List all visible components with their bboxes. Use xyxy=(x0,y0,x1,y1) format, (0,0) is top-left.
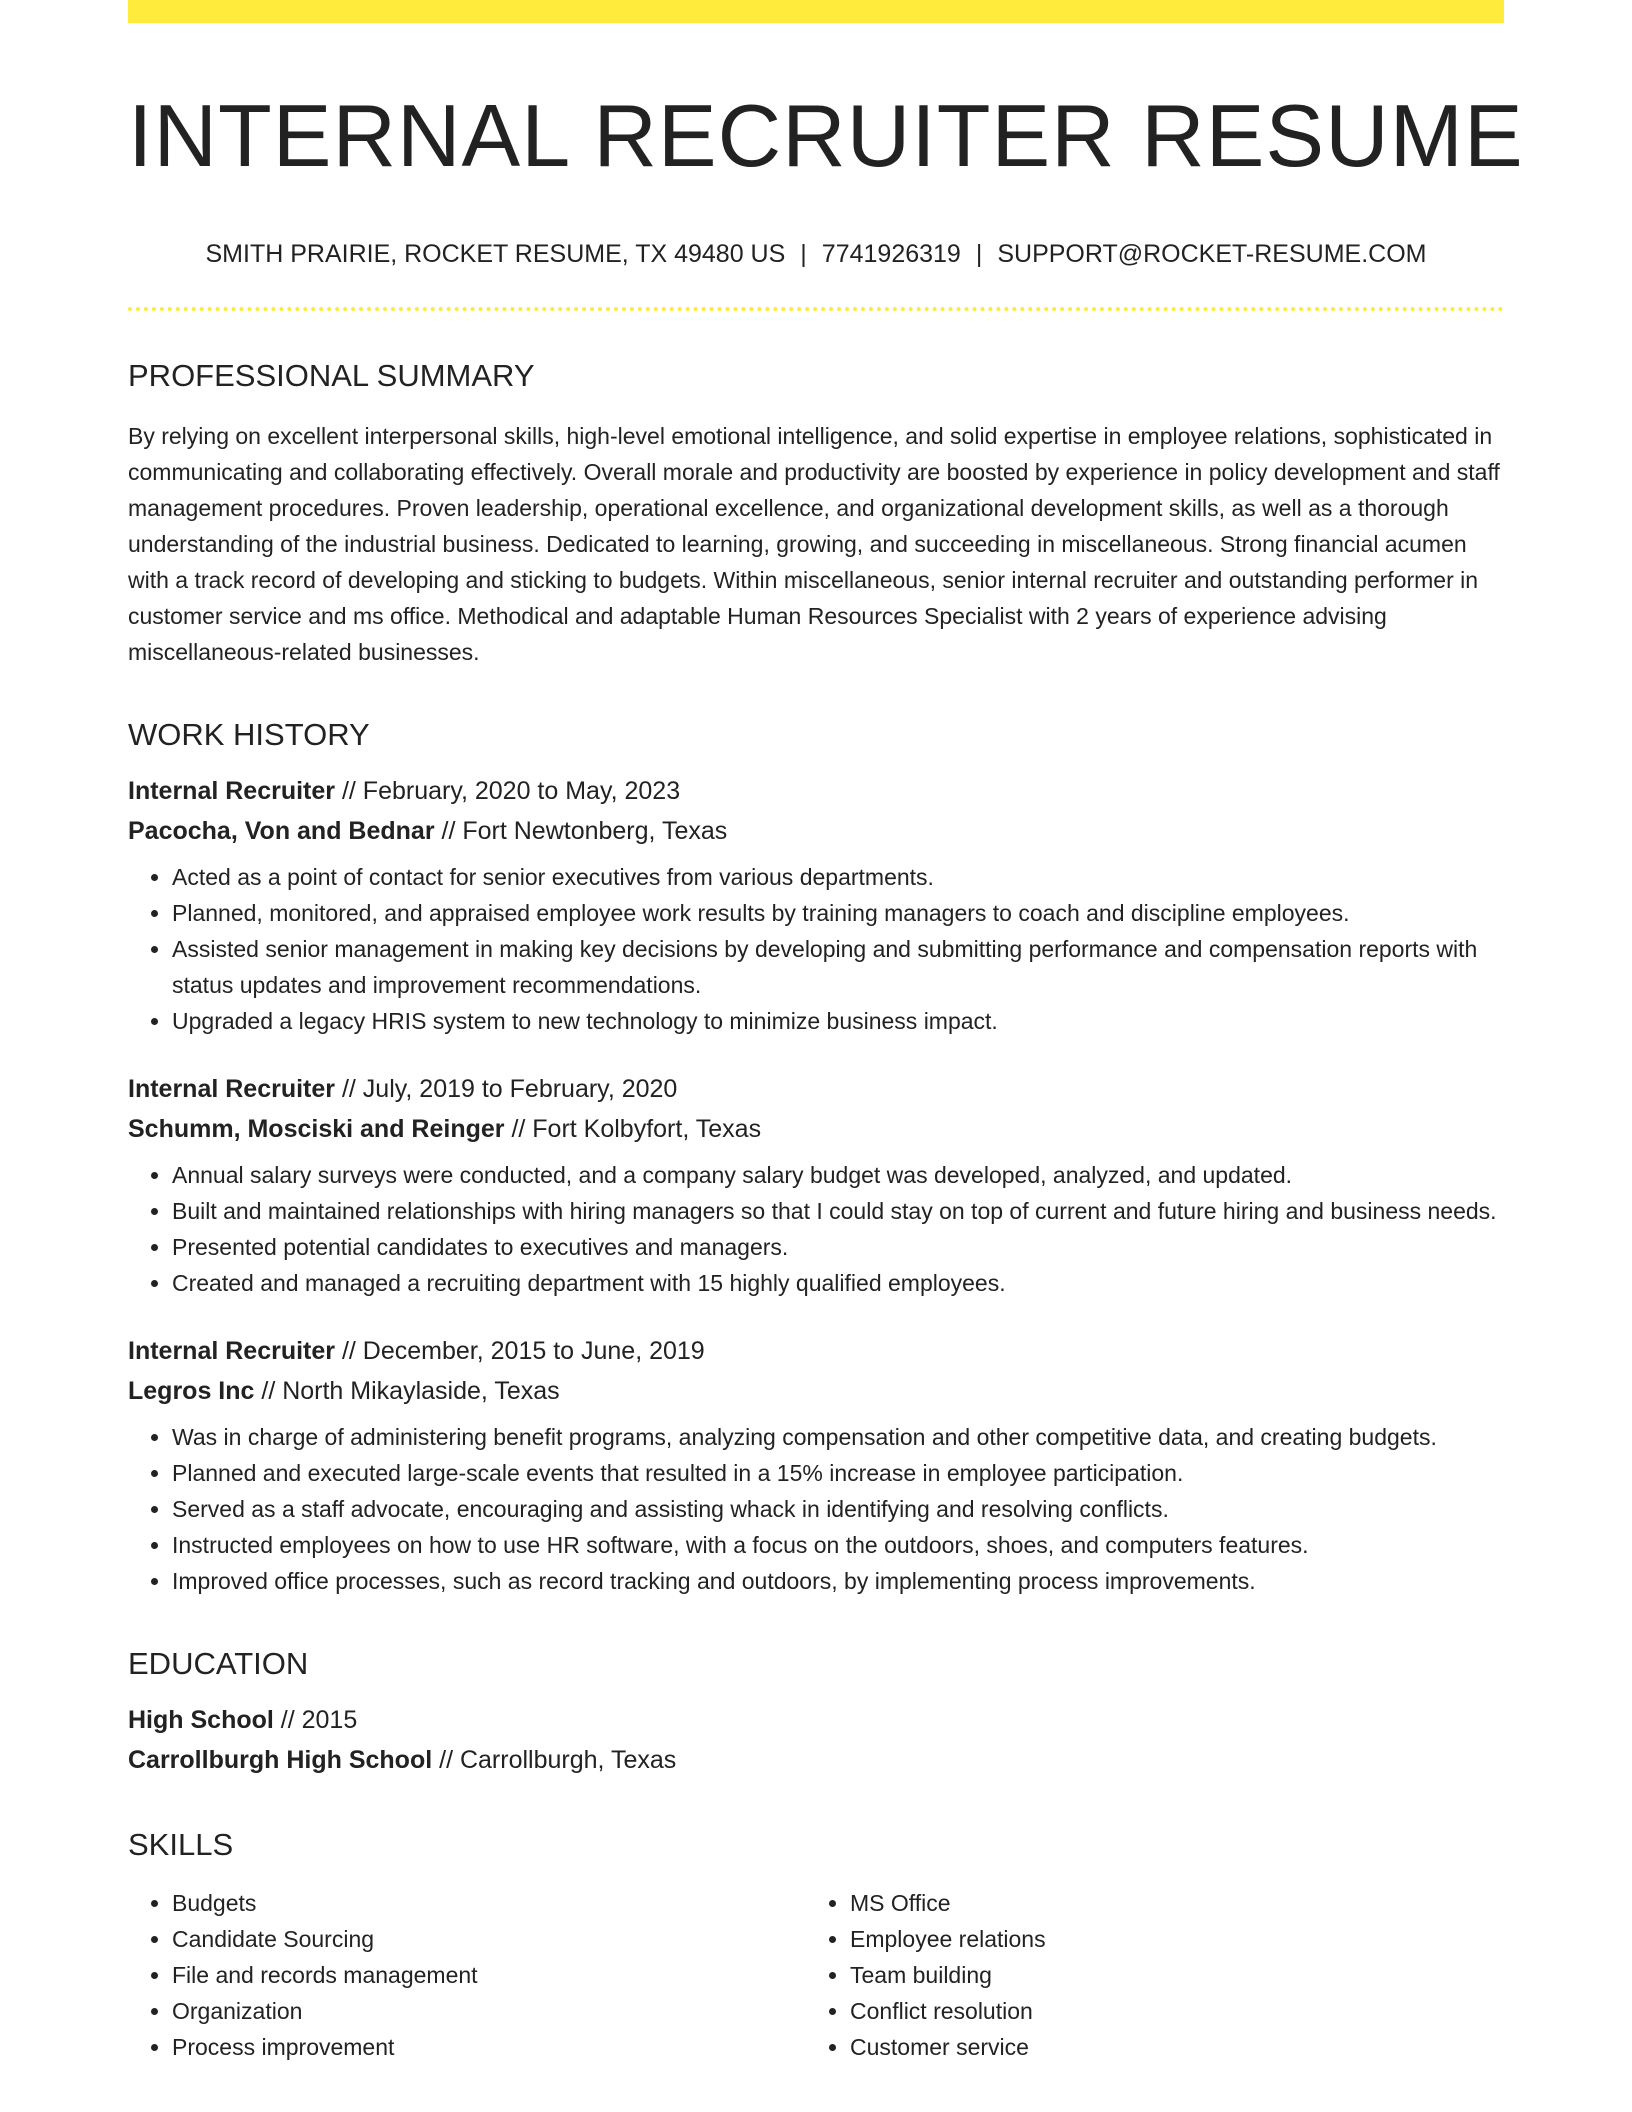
skill-item: • Conflict resolution xyxy=(850,1993,1484,2029)
education-heading: EDUCATION xyxy=(128,1645,309,1681)
education-entry xyxy=(128,1700,1504,1780)
contact-email: SUPPORT@ROCKET-RESUME.COM xyxy=(997,239,1427,268)
job-location: // Fort Kolbyfort, Texas xyxy=(504,1114,762,1143)
job-bullet: • Presented potential candidates to executives and managers. xyxy=(172,1229,1504,1265)
education-school-line xyxy=(128,1740,1504,1780)
job-bullet: • Upgraded a legacy HRIS system to new technology to minimize business impact. xyxy=(172,1003,1504,1039)
skill-item: • Process improvement xyxy=(172,2029,806,2065)
job-company-line xyxy=(128,811,1504,851)
skills-heading: SKILLS xyxy=(128,1827,234,1863)
job-bullet: • Annual salary surveys were conducted, and a company salary budget was developed, analyzed, and updated. xyxy=(172,1157,1504,1193)
job-company-line xyxy=(128,1371,1504,1411)
skill-item: • Employee relations xyxy=(850,1921,1484,1957)
skill-item: • File and records management xyxy=(172,1957,806,1993)
job-bullet: • Instructed employees on how to use HR software, with a focus on the outdoors, shoes, and computers features. xyxy=(172,1527,1504,1563)
skill-item: • Budgets xyxy=(172,1885,806,1921)
job-location: // Fort Newtonberg, Texas xyxy=(434,816,728,845)
skill-item: • Organization xyxy=(172,1993,806,2029)
job-bullet: • Acted as a point of contact for senior executives from various departments. xyxy=(172,859,1504,895)
job-title-line xyxy=(128,1069,1504,1109)
job-bullet: • Served as a staff advocate, encouraging and assisting whack in identifying and resolving conflicts. xyxy=(172,1491,1504,1527)
job-company: Legros Inc xyxy=(128,1376,255,1405)
education-location: // Carrollburgh, Texas xyxy=(432,1746,677,1775)
education-year: // 2015 xyxy=(273,1706,358,1735)
resume-title: INTERNAL RECRUITER RESUME xyxy=(128,86,1524,185)
job-bullet: • Created and managed a recruiting department with 15 highly qualified employees. xyxy=(172,1265,1504,1301)
job-title-line xyxy=(128,771,1504,811)
dotted-divider xyxy=(128,307,1504,311)
education-school: Carrollburgh High School xyxy=(128,1746,433,1775)
job-entry xyxy=(128,1331,1504,1599)
job-dates: // December, 2015 to June, 2019 xyxy=(335,1336,705,1365)
skill-item: • Team building xyxy=(850,1957,1484,1993)
job-bullets xyxy=(128,859,1504,1039)
job-location: // North Mikaylaside, Texas xyxy=(254,1376,560,1405)
job-company-line xyxy=(128,1109,1504,1149)
contact-phone: 7741926319 xyxy=(821,239,961,268)
job-title-line xyxy=(128,1331,1504,1371)
summary-text: By relying on excellent interpersonal skills, high-level emotional intelligence, and solid expertise in employee relations, sophisticated in communicating and collaborating effectively. Overall morale and productivity are boosted by experience in policy development and staff management procedures. Proven leadership, operational excellence, and organizational development skills, as well as a thorough understanding of the industrial business. Dedicated to learning, growing, and succeeding in miscellaneous. Strong financial acumen with a track record of developing and sticking to budgets. Within miscellaneous, senior internal recruiter and outstanding performer in customer service and ms office. Methodical and adaptable Human Resources Specialist with 2 years of experience advising miscellaneous-related businesses. xyxy=(128,422,1500,665)
job-bullets xyxy=(128,1419,1504,1599)
job-dates: // February, 2020 to May, 2023 xyxy=(335,776,681,805)
job-role: Internal Recruiter xyxy=(128,1074,336,1103)
job-role: Internal Recruiter xyxy=(128,776,336,805)
skills-columns xyxy=(128,1885,1504,2065)
job-role: Internal Recruiter xyxy=(128,1336,336,1365)
job-entry xyxy=(128,771,1504,1039)
work-history-heading: WORK HISTORY xyxy=(128,716,370,752)
job-bullets xyxy=(128,1157,1504,1301)
job-bullet: • Planned, monitored, and appraised employee work results by training managers to coach and discipline employees. xyxy=(172,895,1504,931)
skill-item: • Customer service xyxy=(850,2029,1484,2065)
job-company: Schumm, Mosciski and Reinger xyxy=(128,1114,505,1143)
summary-heading: PROFESSIONAL SUMMARY xyxy=(128,357,535,393)
contact-line xyxy=(128,239,1504,269)
job-dates: // July, 2019 to February, 2020 xyxy=(335,1074,678,1103)
contact-separator: | xyxy=(800,239,807,268)
education-degree: High School xyxy=(128,1706,274,1735)
work-history-list xyxy=(128,771,1504,1599)
skill-item: • MS Office xyxy=(850,1885,1484,1921)
job-entry xyxy=(128,1069,1504,1301)
resume-page xyxy=(128,0,1524,2065)
skills-left-list xyxy=(128,1885,806,2065)
skills-right-list xyxy=(806,1885,1484,2065)
job-company: Pacocha, Von and Bednar xyxy=(128,816,435,845)
contact-separator: | xyxy=(975,239,983,268)
job-bullet: • Assisted senior management in making key decisions by developing and submitting performance and compensation reports with status updates and improvement recommendations. xyxy=(172,931,1504,1003)
job-bullet: • Planned and executed large-scale events that resulted in a 15% increase in employee participation. xyxy=(172,1455,1504,1491)
job-bullet: • Improved office processes, such as record tracking and outdoors, by implementing process improvements. xyxy=(172,1563,1504,1599)
job-bullet: • Was in charge of administering benefit programs, analyzing compensation and other competitive data, and creating budgets. xyxy=(172,1419,1504,1455)
contact-address: SMITH PRAIRIE, ROCKET RESUME, TX 49480 US xyxy=(205,239,786,268)
job-bullet: • Built and maintained relationships with hiring managers so that I could stay on top of current and future hiring and business needs. xyxy=(172,1193,1504,1229)
accent-bar xyxy=(128,0,1504,23)
education-degree-line xyxy=(128,1700,1504,1740)
skill-item: • Candidate Sourcing xyxy=(172,1921,806,1957)
